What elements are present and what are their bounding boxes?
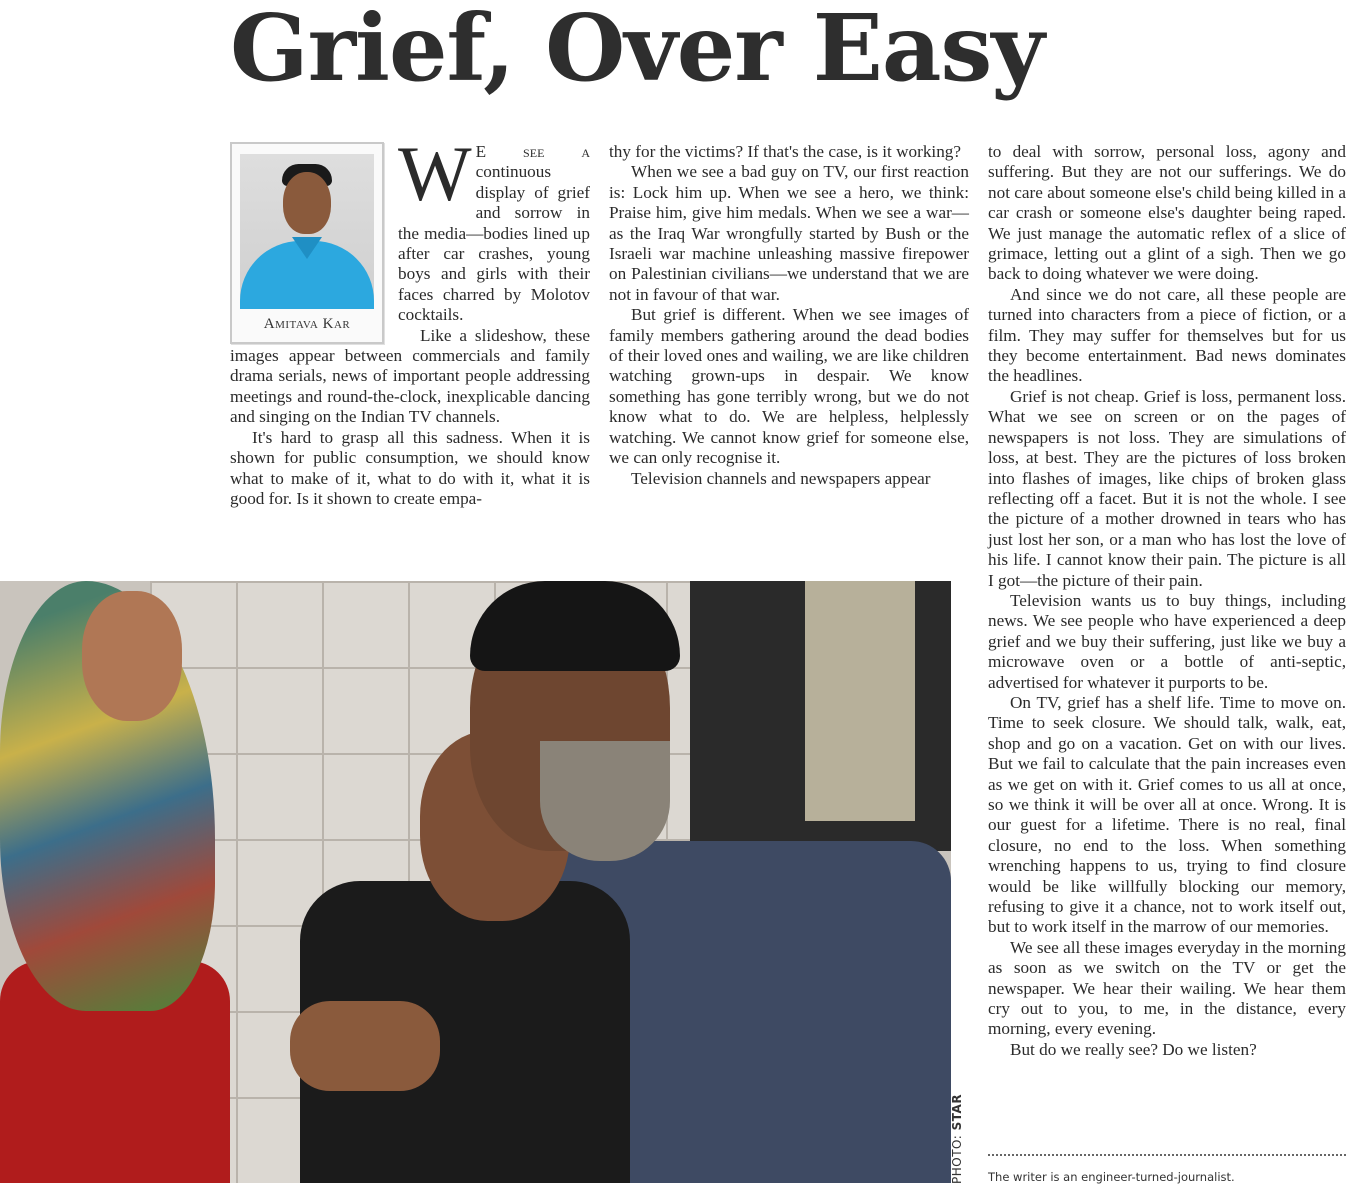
drop-cap: W bbox=[398, 130, 472, 217]
consoling-hand bbox=[290, 1001, 440, 1091]
drop-cap-continuation: E see a bbox=[475, 142, 590, 161]
consoling-man-beard bbox=[540, 741, 670, 861]
paragraph: We see all these images everyday in the morning as soon as we switch on the TV or get the newspaper. We hear their wailing. We hear them cry out to you, to me, in the distance, every morning, every evening. bbox=[988, 937, 1346, 1039]
dotted-rule bbox=[988, 1154, 1346, 1156]
paragraph-text: continuous display of grief and sorrow in the media—bodies lined up after car crashes, young boys and girls with their faces charred by Molotov cocktails. bbox=[398, 162, 590, 325]
paragraph: to deal with sorrow, personal loss, agony and suffering. But they are not our sufferings. We do not care about someone else's child being killed in a car crash or someone else's daughter being raped. We just manage the automatic reflex of a slice of grimace, letting out a glint of a sigh. Then we go back to doing whatever we were doing. bbox=[988, 142, 1346, 284]
author-box bbox=[230, 142, 384, 344]
paragraph: But do we really see? Do we listen? bbox=[1010, 1039, 1257, 1059]
author-tagline: The writer is an engineer-turned-journalist. bbox=[988, 1170, 1235, 1184]
paragraph: When we see a bad guy on TV, our first reaction is: Lock him up. When we see a hero, we think: Praise him, give him medals. When we see a war—as the Iraq War wrongfully started by Bush or the Israeli war machine unleashing massive firepower on Palestinian civilians—we understand that we are not in favour of that war. bbox=[609, 162, 969, 304]
article-column-2 bbox=[609, 142, 969, 489]
paragraph: Television wants us to buy things, including news. We see people who have experienced a deep grief and we buy their suffering, just like we buy a microwave oven or a bottle of anti-septic, advertised for whatever it purports to be. bbox=[988, 590, 1346, 692]
paragraph: Television channels and newspapers appear bbox=[631, 468, 931, 488]
paragraph: On TV, grief has a shelf life. Time to move on. Time to seek closure. We should talk, walk, eat, shop and go on a vacation. Get on with our lives. But we fail to calculate that the pain increases even as we get on with it. Grief comes to us all at once, so we think it will be over all at once. Wrong. It is our guest for a lifetime. There is no real, final closure, no end to the loss. When something wrenching happens to us, trying to find closure would be like willfully blocking our memory, refusing to give it a chance, not to work itself out, but to work itself in the marrow of our memories. bbox=[988, 692, 1346, 937]
article-column-3 bbox=[988, 142, 1346, 1060]
bystander-shirt bbox=[805, 581, 915, 821]
article-column-1 bbox=[230, 130, 590, 509]
article-photo bbox=[0, 581, 951, 1183]
consoling-man-hair bbox=[470, 581, 680, 671]
headline: Grief, Over Easy bbox=[230, 0, 1044, 102]
author-photo bbox=[240, 154, 374, 309]
paragraph: It's hard to grasp all this sadness. When it is shown for public consumption, we should know what to make of it, what to do with it, what it is good for. Is it shown to create empa- bbox=[230, 427, 590, 508]
photo-credit-source: STAR bbox=[950, 1093, 964, 1131]
paragraph: Grief is not cheap. Grief is loss, permanent loss. What we see on screen or on the pages of newspapers is not loss. They are simulations of loss, at best. They are the pictures of loss broken into flashes of images, like chips of broken glass reflecting off a facet. But it is not the whole. I see the picture of a mother drowned in tears who has just lost her son, or a man who has lost the love of his life. I cannot know their pain. The picture is all I got—the picture of their pain. bbox=[988, 386, 1346, 590]
woman-face bbox=[82, 591, 182, 721]
photo-credit-prefix: PHOTO: bbox=[950, 1130, 964, 1184]
author-name: Amitava Kar bbox=[263, 315, 351, 332]
paragraph: And since we do not care, all these people are turned into characters from a piece of fiction, or a film. They may suffer for themselves but for us they become entertainment. Bad news dominates the headlines. bbox=[988, 284, 1346, 386]
paragraph: thy for the victims? If that's the case, is it working? bbox=[609, 142, 962, 161]
photo-credit bbox=[950, 1094, 964, 1184]
paragraph: Like a slideshow, these images appear between commercials and family drama serials, news of important people addressing meetings and round-the-clock, inexplicable dancing and singing on the Indian TV channels. bbox=[230, 325, 590, 427]
paragraph: But grief is different. When we see images of family members gathering around the dead bodies of their loved ones and wailing, we are like children watching grown-ups in despair. We know something has gone terribly wrong, but we do not know what to do. We are helpless, helplessly watching. We cannot know grief for someone else, we can only recognise it. bbox=[609, 305, 969, 468]
